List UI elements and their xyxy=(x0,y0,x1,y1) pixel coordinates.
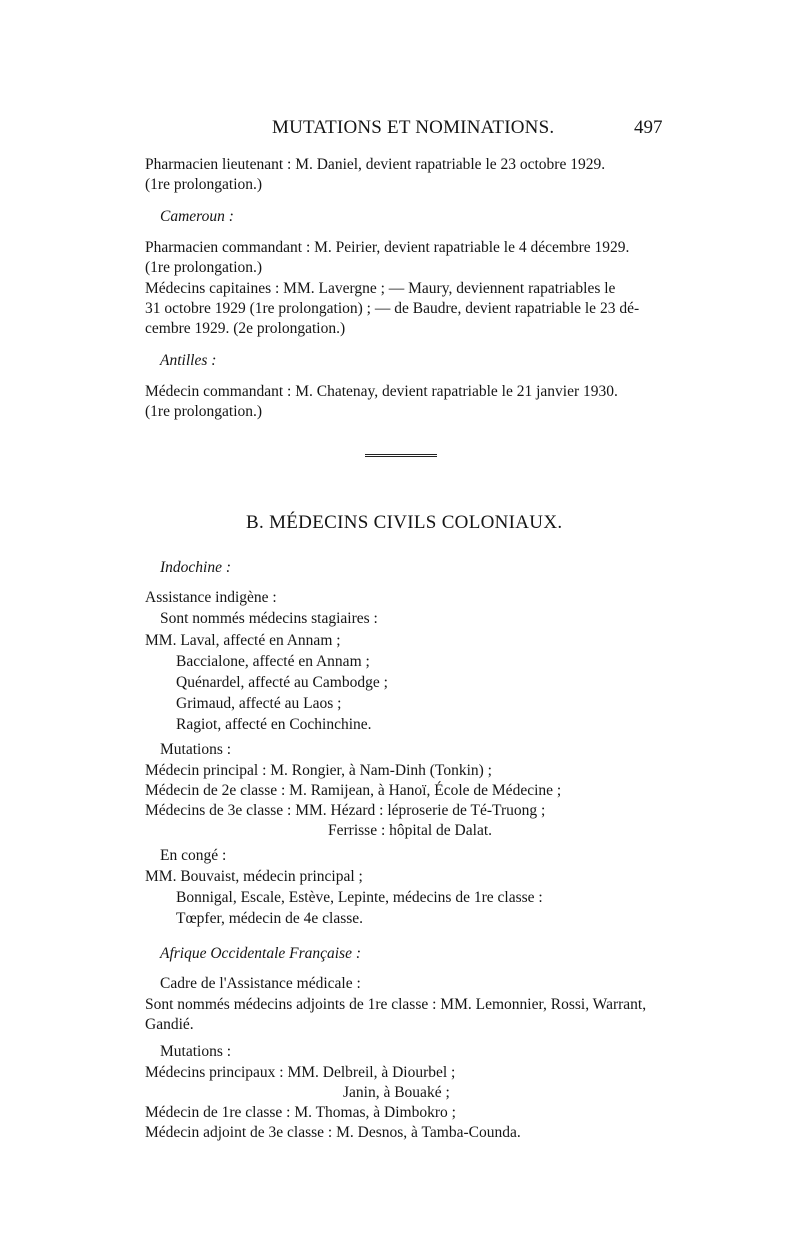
text-line: Janin, à Bouaké ; xyxy=(343,1084,450,1101)
text-line: Mutations : xyxy=(160,741,232,758)
text-line: Médecin de 2e classe : M. Ramijean, à Hanoï, École de Médecine ; xyxy=(145,782,562,799)
text-line: Baccialone, affecté en Annam ; xyxy=(176,653,370,670)
subsection-heading-aof: Afrique Occidentale Française : xyxy=(160,945,362,962)
text-line: Ferrisse : hôpital de Dalat. xyxy=(328,822,492,839)
text-line: Médecin commandant : M. Chatenay, devient rapatriable le 21 janvier 1930. xyxy=(145,383,618,400)
text-line: Médecin de 1re classe : M. Thomas, à Dimbokro ; xyxy=(145,1104,456,1121)
text-line: MM. Laval, affecté en Annam ; xyxy=(145,632,341,649)
text-line: Médecin adjoint de 3e classe : M. Desnos, à Tamba-Counda. xyxy=(145,1124,521,1141)
text-line: En congé : xyxy=(160,847,227,864)
text-line: Sont nommés médecins adjoints de 1re classe : MM. Lemonnier, Rossi, Warrant, xyxy=(145,996,647,1013)
text-line: Ragiot, affecté en Cochinchine. xyxy=(176,716,372,733)
text-line: Tœpfer, médecin de 4e classe. xyxy=(176,910,364,927)
text-line: MM. Bouvaist, médecin principal ; xyxy=(145,868,363,885)
text-line: Grimaud, affecté au Laos ; xyxy=(176,695,342,712)
running-title: MUTATIONS ET NOMINATIONS. xyxy=(272,117,555,138)
text-line: Assistance indigène : xyxy=(145,589,277,606)
text-line: Cadre de l'Assistance médicale : xyxy=(160,975,361,992)
text-line: Gandié. xyxy=(145,1016,194,1033)
text-line: Pharmacien lieutenant : M. Daniel, devient rapatriable le 23 octobre 1929. xyxy=(145,156,606,173)
section-divider xyxy=(365,454,437,457)
text-line: Médecins principaux : MM. Delbreil, à Diourbel ; xyxy=(145,1064,456,1081)
subsection-heading-antilles: Antilles : xyxy=(160,352,217,369)
text-line: (1re prolongation.) xyxy=(145,259,263,276)
page-number: 497 xyxy=(634,117,663,138)
text-line: Médecins de 3e classe : MM. Hézard : léproserie de Té-Truong ; xyxy=(145,802,546,819)
subsection-heading-indochine: Indochine : xyxy=(160,559,232,576)
running-header xyxy=(0,117,800,139)
text-line: 31 octobre 1929 (1re prolongation) ; — de Baudre, devient rapatriable le 23 dé- xyxy=(145,300,640,317)
subsection-heading-cameroun: Cameroun : xyxy=(160,208,234,225)
text-line: Médecin principal : M. Rongier, à Nam-Dinh (Tonkin) ; xyxy=(145,762,492,779)
text-line: (1re prolongation.) xyxy=(145,176,263,193)
text-line: Médecins capitaines : MM. Lavergne ; — Maury, deviennent rapatriables le xyxy=(145,280,616,297)
section-heading: B. MÉDECINS CIVILS COLONIAUX. xyxy=(246,512,563,533)
text-line: (1re prolongation.) xyxy=(145,403,263,420)
text-line: Bonnigal, Escale, Estève, Lepinte, médecins de 1re classe : xyxy=(176,889,543,906)
text-line: Pharmacien commandant : M. Peirier, devient rapatriable le 4 décembre 1929. xyxy=(145,239,630,256)
text-line: Quénardel, affecté au Cambodge ; xyxy=(176,674,388,691)
text-line: Sont nommés médecins stagiaires : xyxy=(160,610,378,627)
text-line: Mutations : xyxy=(160,1043,232,1060)
text-line: cembre 1929. (2e prolongation.) xyxy=(145,320,346,337)
